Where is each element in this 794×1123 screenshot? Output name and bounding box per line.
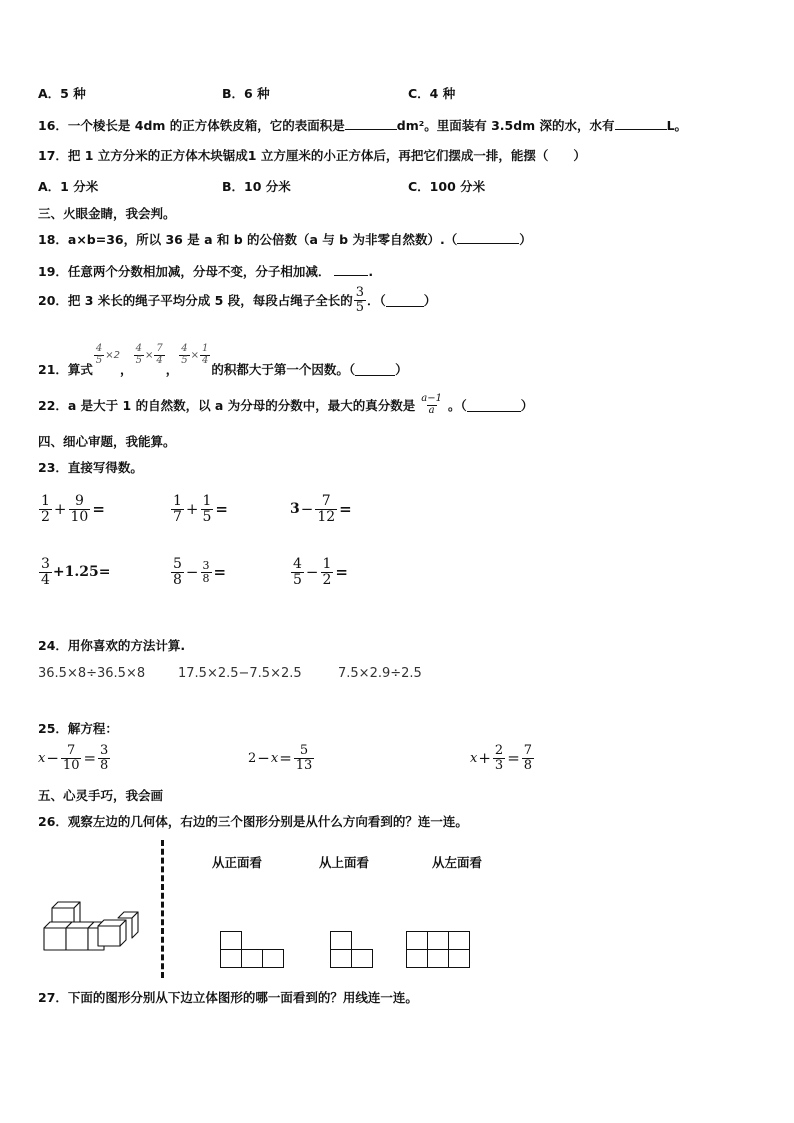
- q23-r2c2-frac1: [171, 557, 184, 587]
- q18-text: 18．a×b=36，所以 36 是 a 和 b 的公倍数（a 与 b 为非零自然数）.（: [38, 232, 458, 247]
- grid-cell: [448, 949, 470, 968]
- num: 2: [494, 743, 504, 758]
- equals: =: [215, 500, 228, 519]
- operator: −: [257, 749, 270, 768]
- equals: =: [92, 500, 105, 519]
- q25-eq2-frac: [294, 744, 315, 772]
- num: 5: [299, 743, 309, 758]
- q24-title: 24．用你喜欢的方法计算.: [38, 638, 186, 653]
- num: 7: [321, 493, 331, 509]
- question-20: [38, 286, 436, 314]
- grid-cell: [241, 949, 263, 968]
- q23-r1c3-frac: [315, 494, 337, 524]
- grid-cell: [448, 931, 470, 950]
- q21-e2-op: ×: [144, 349, 154, 361]
- q21-sep-1: ，: [120, 362, 133, 377]
- question-19: [38, 262, 373, 280]
- view-label-front: 从正面看: [212, 855, 263, 870]
- q20-frac-den: 5: [355, 299, 364, 315]
- q20-frac-num: 3: [355, 285, 364, 300]
- q21-e3-num1: 4: [181, 343, 188, 354]
- q21-e2-den2: 4: [156, 354, 163, 366]
- operand-rest: +1.25=: [52, 564, 111, 581]
- dashed-divider: [161, 840, 164, 978]
- q20-text: 20．把 3 米长的绳子平均分成 5 段，每段占绳子全长的: [38, 293, 353, 309]
- q24-expr-1: 36.5×8÷36.5×8: [38, 666, 146, 681]
- q25-eq3-frac2: [522, 744, 534, 772]
- q19-end: .: [368, 264, 374, 279]
- q25-equation-1: [38, 744, 111, 772]
- q22-frac-num: a−1: [421, 393, 442, 404]
- q19-answer-blank[interactable]: [334, 263, 368, 276]
- q21-e2-num2: 7: [156, 343, 163, 354]
- q19-text: 19．任意两个分数相加减，分母不变，分子相加减．: [38, 264, 331, 279]
- grid-cell: [406, 931, 428, 950]
- q21-e3-fraction-2: [200, 344, 210, 366]
- q21-e2-fraction-1: [134, 344, 144, 366]
- q20-fraction: [354, 286, 366, 314]
- q16-text-b: dm²。里面装有 3.5dm 深的水，水有: [396, 118, 615, 133]
- q22-fraction: [419, 394, 444, 416]
- operator: −: [305, 563, 319, 582]
- den: 8: [202, 571, 210, 585]
- q21-text: 的积都大于第一个因数。（: [211, 362, 356, 377]
- q16-blank-2[interactable]: [615, 117, 667, 130]
- operator: +: [478, 749, 491, 768]
- q27-title: 27．下面的图形分别从下边立体图形的哪一面看到的？用线连一连。: [38, 990, 418, 1005]
- num: 1: [41, 493, 50, 509]
- q21-close: ）: [395, 362, 408, 377]
- q17-option-a: A．1 分米: [38, 179, 99, 194]
- grid-cell: [330, 931, 352, 950]
- q21-e3-num2: 1: [201, 343, 209, 354]
- operator: +: [185, 500, 199, 519]
- question-21: [38, 340, 408, 380]
- q22-answer-blank[interactable]: [467, 399, 521, 412]
- q21-e1-num: 4: [95, 343, 103, 354]
- q20-answer-blank[interactable]: [386, 294, 424, 307]
- num: 7: [523, 743, 533, 758]
- q25-eq3-frac1: [493, 744, 505, 772]
- num: 4: [293, 556, 302, 572]
- den: 5: [293, 571, 302, 588]
- q20-close: ）: [423, 293, 437, 309]
- q24-expr-3: 7.5×2.9÷2.5: [338, 666, 422, 681]
- grid-cell: [220, 931, 242, 950]
- den: 8: [100, 757, 109, 773]
- q21-label: 21．算式: [38, 362, 93, 377]
- den: 10: [70, 508, 89, 525]
- operator: +: [53, 500, 67, 519]
- q22-close: ）: [520, 398, 534, 413]
- operand: 2: [248, 750, 257, 766]
- q21-e1-den: 5: [95, 354, 103, 366]
- den: 12: [317, 508, 336, 525]
- q21-e3-den2: 4: [201, 354, 209, 366]
- section-5-heading: 五、心灵手巧，我会画: [38, 788, 164, 803]
- q15-option-b: B．6 种: [222, 86, 270, 101]
- q21-e3-op: ×: [190, 349, 199, 361]
- q21-expr-1: [93, 344, 120, 366]
- equals: =: [335, 563, 348, 582]
- q23-r2c1-frac: [39, 557, 52, 587]
- num: 9: [74, 493, 84, 509]
- operator: −: [300, 500, 314, 519]
- q23-item-6: [290, 557, 349, 587]
- q17-option-c: C．100 分米: [408, 179, 486, 194]
- q21-e2-den1: 5: [135, 354, 142, 366]
- den: 3: [494, 757, 504, 773]
- view-figure-2[interactable]: [330, 931, 376, 969]
- operator: −: [46, 749, 59, 768]
- q23-item-5: [170, 557, 227, 587]
- den: 10: [62, 757, 80, 773]
- q22-text: 22．a 是大于 1 的自然数，以 a 为分母的分数中，最大的真分数是: [38, 398, 416, 413]
- q18-answer-blank[interactable]: [457, 231, 519, 244]
- view-label-top: 从上面看: [319, 855, 370, 870]
- variable-x: x: [470, 750, 478, 766]
- question-16: [38, 116, 687, 134]
- den: 2: [322, 571, 332, 588]
- q23-item-1: [38, 494, 106, 524]
- num: 7: [67, 743, 76, 758]
- q25-equation-2: [248, 744, 315, 772]
- q16-blank-1[interactable]: [345, 117, 397, 130]
- num: 3: [100, 743, 109, 758]
- q21-expr-2: [133, 344, 166, 366]
- geometric-solid-figure: [40, 894, 145, 959]
- equals: =: [339, 500, 352, 519]
- q18-close: ）: [519, 232, 532, 247]
- q22-end: 。（: [447, 398, 467, 413]
- q16-text-c: L。: [666, 118, 688, 133]
- q23-item-3: [290, 494, 353, 524]
- q25-eq1-frac2: [98, 744, 110, 772]
- variable-x: x: [38, 750, 46, 766]
- num: 1: [202, 493, 212, 509]
- equals: =: [83, 749, 97, 768]
- num: 3: [41, 556, 50, 572]
- q21-expr-3: [178, 344, 211, 366]
- num: 3: [202, 559, 210, 573]
- grid-cell: [427, 949, 449, 968]
- den: 4: [41, 571, 50, 588]
- q15-option-c: C．4 种: [408, 86, 456, 101]
- q23-r1c2-frac1: [171, 494, 184, 524]
- operand: 3: [290, 501, 300, 518]
- q21-e1-fraction: [94, 344, 104, 366]
- num: 1: [173, 493, 182, 509]
- grid-cell: [406, 949, 428, 968]
- q21-e1-b: 2: [113, 349, 121, 361]
- q23-item-4: [38, 557, 110, 587]
- operator: −: [185, 563, 199, 582]
- q23-r1c1-frac2: [69, 494, 91, 524]
- q20-end: ．（: [366, 293, 386, 309]
- q23-r1c2-frac2: [201, 494, 214, 524]
- q21-e2-fraction-2: [154, 344, 164, 366]
- grid-cell: [262, 949, 284, 968]
- q21-sep-2: ，: [165, 362, 179, 377]
- equals: =: [507, 749, 520, 768]
- variable-x: x: [270, 750, 279, 766]
- q21-e3-den1: 5: [181, 354, 188, 366]
- q16-text-a: 16．一个棱长是 4dm 的正方体铁皮箱，它的表面积是: [38, 118, 345, 133]
- q17-option-b: B．10 分米: [222, 179, 291, 194]
- q22-frac-den: a: [428, 404, 435, 416]
- q21-e2-num1: 4: [135, 343, 142, 354]
- grid-cell: [427, 931, 449, 950]
- q21-e3-fraction-1: [179, 344, 189, 366]
- question-18: [38, 230, 532, 248]
- grid-cell: [330, 949, 352, 968]
- view-figure-1[interactable]: [220, 931, 288, 969]
- q26-title: 26．观察左边的几何体，右边的三个图形分别是从什么方向看到的？连一连。: [38, 814, 468, 829]
- grid-cell: [220, 949, 242, 968]
- den: 8: [523, 757, 533, 773]
- den: 13: [295, 757, 313, 773]
- den: 7: [173, 508, 182, 525]
- q23-r2c3-frac1: [291, 557, 304, 587]
- den: 5: [202, 508, 212, 525]
- q25-eq1-frac1: [61, 744, 82, 772]
- view-label-left: 从左面看: [432, 855, 483, 870]
- q15-option-a: A．5 种: [38, 86, 86, 101]
- q23-title: 23．直接写得数。: [38, 460, 143, 475]
- q25-equation-3: [470, 744, 535, 772]
- question-17: 17．把 1 立方分米的正方体木块锯成1 立方厘米的小正方体后，再把它们摆成一排，能摆（ ）: [38, 148, 586, 163]
- den: 2: [41, 508, 50, 525]
- q23-r2c3-frac2: [321, 557, 334, 587]
- q24-expr-2: 17.5×2.5−7.5×2.5: [178, 666, 302, 681]
- question-22: [38, 394, 533, 416]
- q21-e1-op: ×: [105, 349, 114, 361]
- q23-r1c1-frac1: [39, 494, 52, 524]
- view-figure-3[interactable]: [406, 931, 474, 969]
- den: 8: [173, 571, 182, 588]
- q25-title: 25．解方程：: [38, 721, 118, 736]
- equals: =: [279, 749, 292, 768]
- grid-cell: [351, 949, 373, 968]
- num: 5: [173, 556, 182, 572]
- q21-answer-blank[interactable]: [355, 363, 395, 376]
- section-3-heading: 三、火眼金睛，我会判。: [38, 206, 176, 221]
- q23-item-2: [170, 494, 229, 524]
- section-4-heading: 四、细心审题，我能算。: [38, 434, 176, 449]
- num: 1: [322, 556, 332, 572]
- equals: =: [213, 563, 227, 582]
- q23-r2c2-frac2: [201, 560, 212, 584]
